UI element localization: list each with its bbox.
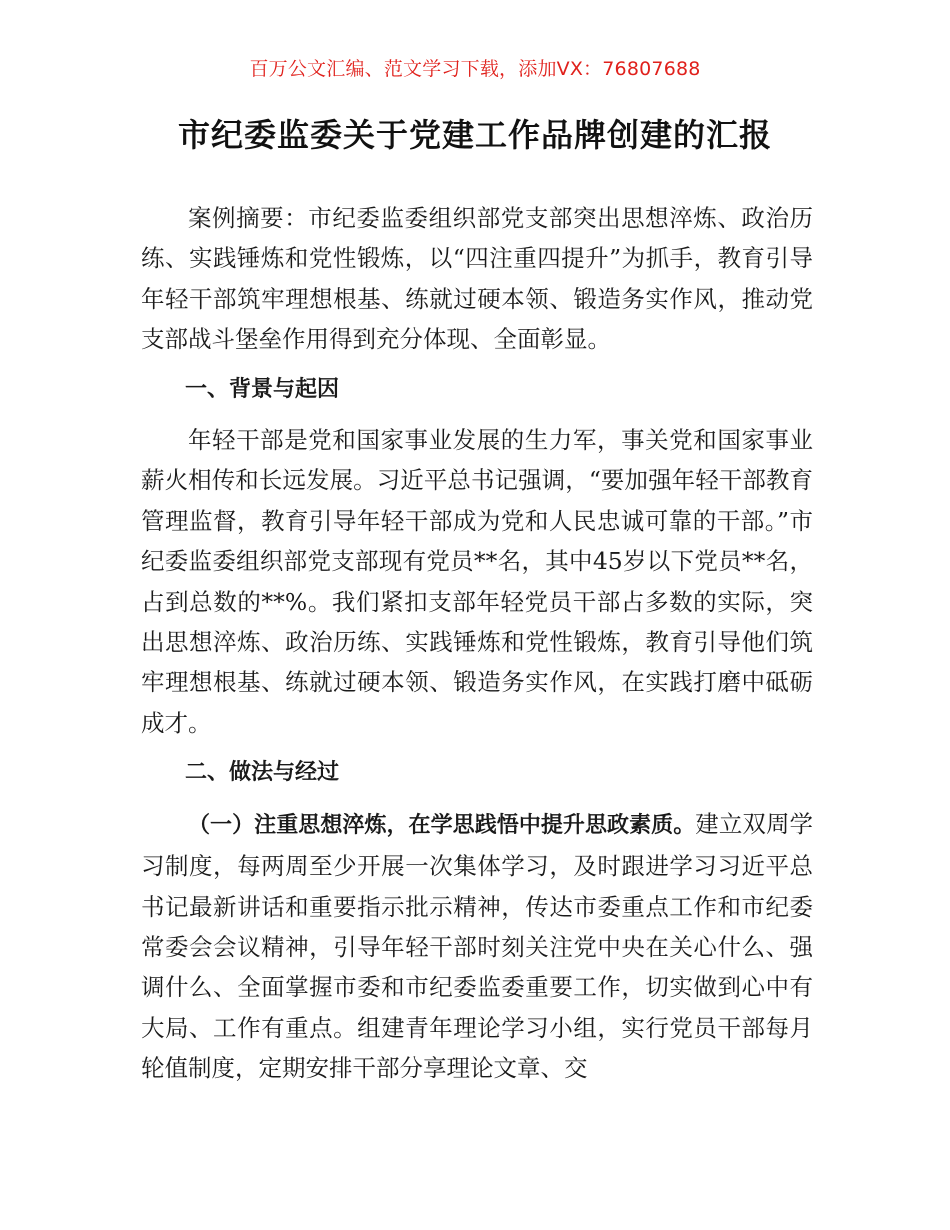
document-body <box>141 198 813 1089</box>
methods-item-lead: （一）注重思想淬炼，在学思践悟中提升思政素质。 <box>188 812 696 838</box>
background-paragraph: 年轻干部是党和国家事业发展的生力军，事关党和国家事业薪火相传和长远发展。习近平总书记强调，“要加强年轻干部教育管理监督，教育引导年轻干部成为党和人民忠诚可靠的干部。”市纪委监委组织部党支部现有党员**名，其中45岁以下党员**名，占到总数的**%。我们紧扣支部年轻党员干部占多数的实际，突出思想淬炼、政治历练、实践锤炼和党性锻炼，教育引导他们筑牢理想根基、练就过硬本领、锻造务实作风，在实践打磨中砥砺成才。 <box>141 426 813 737</box>
methods-paragraph <box>141 804 813 1089</box>
section-heading-background: 一、背景与起因 <box>185 376 340 402</box>
section-heading-methods: 二、做法与经过 <box>185 760 340 786</box>
promo-banner: 百万公文汇编、范文学习下载，添加VX：76807688 <box>249 58 701 80</box>
document-title: 市纪委监委关于党建工作品牌创建的汇报 <box>177 116 772 154</box>
methods-item-text: 建立双周学习制度，每两周至少开展一次集体学习，及时跟进学习习近平总书记最新讲话和重要指示批示精神，传达市委重点工作和市纪委常委会会议精神，引导年轻干部时刻关注党中央在关心什么、强调什么、全面掌握市委和市纪委监委重要工作，切实做到心中有大局、工作有重点。组建青年理论学习小组，实行党员干部每月轮值制度，定期安排干部分享理论文章、交 <box>141 809 814 1083</box>
summary-paragraph: 案例摘要：市纪委监委组织部党支部突出思想淬炼、政治历练、实践锤炼和党性锻炼，以“四注重四提升”为抓手，教育引导年轻干部筑牢理想根基、练就过硬本领、锻造务实作风，推动党支部战斗堡垒作用得到充分体现、全面彰显。 <box>141 204 813 354</box>
